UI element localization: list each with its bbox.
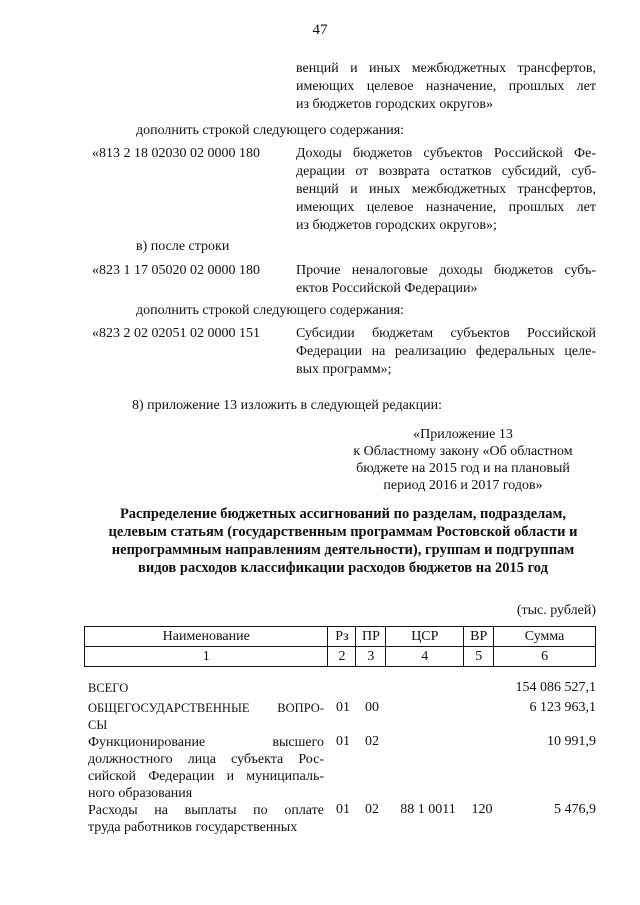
paragraph-appendix-13: 8) приложение 13 изложить в следующей редакции: (132, 398, 442, 413)
entry-3-description (296, 325, 596, 379)
text-line: из бюджетов городских округов» (296, 97, 494, 112)
table-header (84, 626, 596, 667)
appendix-line: бюджете на 2015 год и на плановый (356, 461, 570, 476)
text-line: вых программ»; (296, 362, 392, 377)
paragraph-after-line: в) после строки (136, 239, 230, 254)
row-vr: 120 (471, 802, 493, 817)
name-line: должностного лица субъекта Рос- (88, 752, 324, 767)
entry-2-code: «823 1 17 05020 02 0000 180 (92, 263, 260, 278)
row-sum: 10 991,9 (547, 734, 596, 749)
column-number-row (85, 647, 596, 667)
row-name (88, 734, 324, 802)
title-line: непрограммным направлениям деятельности), группам и подгруппам (111, 542, 575, 558)
row-sum: 6 123 963,1 (529, 700, 596, 715)
row-csr: 88 1 0011 (400, 802, 456, 817)
column-number: 2 (328, 647, 356, 667)
text-line: Доходы бюджетов субъектов Российской Фе- (296, 146, 596, 161)
row-name (88, 700, 324, 734)
text-line: венций и иных межбюджетных трансфертов, (296, 182, 596, 197)
title-line: целевым статьям (государственным программам Ростовской области и (108, 524, 578, 540)
row-sum: 5 476,9 (554, 802, 596, 817)
column-number: 3 (356, 647, 386, 667)
row-rz: 01 (336, 734, 350, 749)
header-vr: ВР (464, 627, 494, 647)
title-line: видов расходов классификации расходов бюджетов на 2015 год (138, 560, 548, 576)
header-pr: ПР (356, 627, 386, 647)
entry-1-description (296, 145, 596, 235)
top-continuation-block (296, 60, 596, 114)
header-csr: ЦСР (386, 627, 464, 647)
text-line: Федерации на реализацию федеральных целе- (296, 344, 596, 359)
row-rz: 01 (336, 802, 350, 817)
header-row (85, 627, 596, 647)
column-number: 4 (386, 647, 464, 667)
name-line: Расходы на выплаты по оплате (88, 803, 324, 818)
header-rz: Рз (328, 627, 356, 647)
units-label: (тыс. рублей) (516, 603, 596, 618)
row-name (88, 802, 324, 836)
text-line: дерации от возврата остатков субсидий, суб- (296, 164, 596, 179)
title-line: Распределение бюджетных ассигнований по разделам, подразделам, (119, 506, 567, 522)
appendix-line: «Приложение 13 (413, 427, 513, 442)
appendix-line: период 2016 и 2017 годов» (383, 478, 543, 493)
paragraph-add-line-1: дополнить строкой следующего содержания: (136, 123, 405, 138)
column-number: 6 (494, 647, 596, 667)
name-line: сийской Федерации и муниципаль- (88, 769, 324, 784)
text-line: имеющих целевое назначение, прошлых лет (296, 200, 596, 215)
text-line: имеющих целевое назначение, прошлых лет (296, 79, 596, 94)
column-number: 1 (85, 647, 328, 667)
entry-3-code: «823 2 02 02051 02 0000 151 (92, 326, 260, 341)
page-number: 47 (312, 22, 328, 38)
row-pr: 02 (365, 734, 379, 749)
text-line: из бюджетов городских округов»; (296, 218, 497, 233)
entry-2-description (296, 262, 596, 298)
appendix-header (330, 426, 596, 494)
row-pr: 00 (365, 700, 379, 715)
column-number: 5 (464, 647, 494, 667)
header-name: Наименование (85, 627, 328, 647)
paragraph-add-line-2: дополнить строкой следующего содержания: (136, 303, 405, 318)
row-rz: 01 (336, 700, 350, 715)
name-line: ОБЩЕГОСУДАРСТВЕННЫЕ ВОПРО- (88, 701, 324, 715)
name-line: ВСЕГО (88, 681, 129, 695)
text-line: Субсидии бюджетам субъектов Российской (296, 326, 596, 341)
row-name (88, 680, 324, 697)
row-pr: 02 (365, 802, 379, 817)
entry-1-code: «813 2 18 02030 02 0000 180 (92, 146, 260, 161)
text-line: ектов Российской Федерации» (296, 281, 478, 296)
appendix-line: к Областному закону «Об областном (353, 444, 573, 459)
header-sum: Сумма (494, 627, 596, 647)
text-line: Прочие неналоговые доходы бюджетов субъ- (296, 263, 596, 278)
name-line: труда работников государственных (88, 820, 298, 835)
name-line: ного образования (88, 786, 193, 801)
name-line: Функционирование высшего (88, 735, 324, 750)
name-line: СЫ (88, 718, 108, 732)
row-sum: 154 086 527,1 (515, 680, 596, 695)
text-line: венций и иных межбюджетных трансфертов, (296, 61, 596, 76)
document-title (90, 505, 596, 577)
